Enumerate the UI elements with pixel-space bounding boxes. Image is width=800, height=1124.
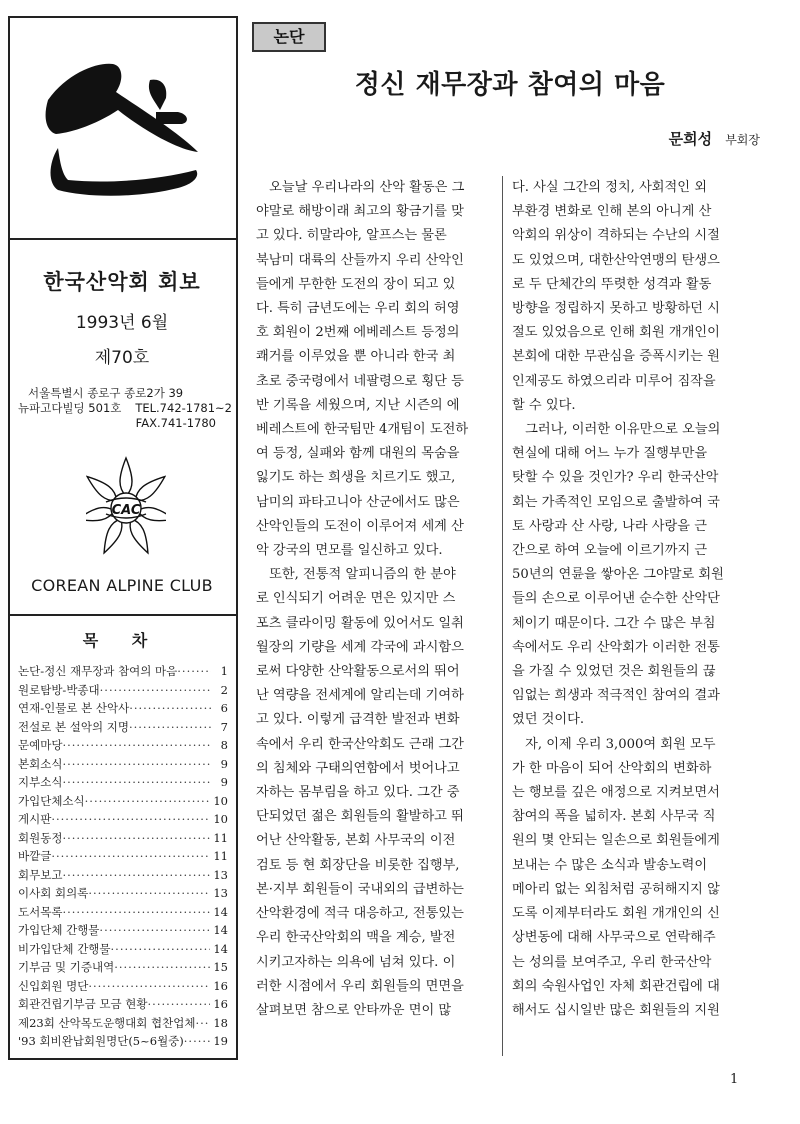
article-line: 50년의 연륜을 쌓아온 그야말로 회원 [512,567,724,583]
divider-club [8,614,238,616]
article-line: 쾌거를 이루었을 뿐 아니라 한국 최 [256,349,456,365]
toc-item-page: 10 [213,793,228,808]
bulletin-title: 한국산악회 회보 [43,270,201,294]
article-line: 또한, 전통적 알피니즘의 한 분야 [256,567,456,583]
masthead-info [8,248,236,368]
article-line: 호 회원이 2번째 에베레스트 등정의 [256,325,460,341]
article-line: 메아리 없는 외침처럼 공허해지지 않 [512,881,720,897]
toc-heading: 목 차 [82,631,162,650]
toc-item-page: 19 [213,1034,228,1048]
toc-item[interactable] [18,662,228,681]
divider-logo [8,238,238,240]
article-line: 방향을 정립하지 못하고 방황하던 시 [512,301,720,317]
toc-item-title: 비가입단체 간행물 [18,941,111,956]
toc-item-title: 기부금 및 기증내역 [18,960,115,974]
article-line: 고 있다. 히말라야, 알프스는 물론 [256,228,447,244]
toc-leader-dots [62,866,210,885]
toc-item[interactable] [18,829,228,848]
article-line: 상변동에 대해 사무국으로 연락해주 [512,930,716,946]
article-line: 여 등정, 실패와 함께 대원의 목숨을 [256,446,460,462]
article-line: 반 기록을 세웠으며, 지난 시즌의 에 [256,397,460,413]
toc-item-title: 이사회 회의록 [18,886,89,900]
toc-item[interactable] [18,995,228,1014]
toc-item[interactable] [18,699,228,718]
toc-item-title: 문예마당 [18,738,63,752]
article-line: 보내는 수 많은 소식과 발송노력이 [512,857,708,873]
toc-item-title: 회무보고 [18,867,63,882]
article-line: 자하는 몸부림을 하고 있다. 그간 중 [256,785,460,801]
toc-item[interactable] [18,1032,228,1051]
article-line: 들에게 무한한 도전의 장이 되고 있 [256,276,456,292]
toc-leader-dots [111,940,211,959]
article-line: 포츠 클라이밍 활동에 있어서도 일취 [256,615,464,631]
toc-item-page: 9 [220,775,228,789]
toc-leader-dots [51,847,210,866]
article-line: 토 사랑과 산 사랑, 나라 사랑을 근 [512,518,707,534]
toc-leader-dots [51,810,210,829]
sidebar-right-rule [236,16,238,1060]
toc-item[interactable] [18,958,228,977]
article-line: 본회에 대한 무관심을 증폭시키는 원 [512,349,720,365]
article-line: 로 두 단체간의 뚜렷한 성격과 활동 [512,276,712,292]
toc-item-page: 16 [213,997,228,1011]
article-line: 임없는 희생과 적극적인 참여의 결과 [512,688,720,704]
address-line2-row [18,401,232,416]
toc-item[interactable] [18,755,228,774]
author-role: 부회장 [725,133,760,147]
toc-item[interactable] [18,866,228,885]
toc-leader-dots [184,1032,211,1051]
toc-item-page: 13 [213,886,228,900]
article-line: 초로 중국령에서 네팔령으로 횡단 등 [256,373,464,389]
calligraphy-logo [28,52,218,202]
address-block [18,386,232,431]
toc-item-title: 본회소식 [18,756,63,771]
article-line: 러한 시점에서 우리 회원들의 면면을 [256,978,464,994]
article-line: 는 성의를 보여주고, 우리 한국산악 [512,954,712,970]
article-line: 절도 있었음으로 인해 회원 개개인이 [512,325,720,341]
toc-item[interactable] [18,1014,228,1033]
article-line: 자, 이제 우리 3,000여 회원 모두 [512,736,716,752]
toc-item-page: 9 [220,756,228,771]
toc-item-title: 원로탐방-박종대 [18,682,100,697]
edelweiss-emblem-icon [86,452,166,562]
article-line: 난 역량을 전세계에 알리는데 기여하 [256,688,464,704]
toc-list [18,662,228,1051]
article-line: 회는 가족적인 모임으로 출발하여 국 [512,494,720,510]
toc-item[interactable] [18,773,228,792]
article-line: 참여의 폭을 넓히자. 본회 사무국 직 [512,809,716,825]
article-line: 오늘날 우리나라의 산악 활동은 그 [256,180,465,195]
article-line: 검토 등 현 회장단을 비롯한 집행부, [256,857,460,873]
issue-number: 제70호 [94,348,150,368]
toc-leader-dots [88,884,210,903]
toc-leader-dots [62,755,211,774]
toc-item[interactable] [18,718,228,737]
article-line: 잃기도 하는 희생을 치르기도 했고, [256,470,456,486]
toc-item-page: 16 [213,978,228,993]
toc-leader-dots [62,736,211,755]
address-line2: 뉴파고다빌딩 501호 [18,401,122,415]
toc-leader-dots [148,995,211,1014]
toc-item[interactable] [18,792,228,811]
article-line: 탓할 수 있을 것인가? 우리 한국산악 [512,470,719,486]
article-line: 속에서 우리 한국산악회도 근래 그간 [256,736,464,752]
toc-leader-dots [62,829,210,848]
toc-leader-dots [129,699,211,718]
toc-item-page: 11 [213,849,228,863]
toc-item-page: 1 [220,664,228,678]
toc-item-title: 제23회 산악목도운행대회 협찬업체 [18,1015,196,1030]
article-line: 야말로 해방이래 최고의 황금기를 맞 [256,204,464,220]
article-line: 남미의 파타고니아 산군에서도 많은 [256,494,460,510]
article-line: 해서도 십시일반 많은 회원들의 지원 [512,1002,720,1018]
toc-leader-dots [99,921,210,940]
article-line: 간으로 하여 오늘에 이르기까지 근 [512,543,708,559]
toc-item-page: 8 [220,738,228,752]
byline [669,128,760,149]
toc-item-title: 논단-정신 재무장과 참여의 마음 [18,664,178,678]
article-line: 시키고자하는 의욕에 넘쳐 있다. 이 [256,954,456,970]
article-column-1 [256,176,492,1023]
article-line: 가 한 마음이 되어 산악회의 변화하 [512,760,712,776]
toc-item-page: 14 [213,941,228,956]
article-line: 현실에 대해 어느 누가 질행부만을 [512,446,708,462]
toc-item-title: '93 회비완납회원명단(5~6월중) [18,1034,184,1048]
article-title: 정신 재무장과 참여의 마음 [354,70,666,100]
article-line: 산악인들의 도전이 이루어져 세계 산 [256,518,464,534]
masthead-logo [8,16,236,238]
toc-item-title: 가입단체소식 [18,793,85,808]
toc-leader-dots [62,903,210,922]
fax: FAX.741-1780 [135,416,216,430]
toc-item[interactable] [18,921,228,940]
toc-item-title: 게시판 [18,812,52,826]
article-line: 본·지부 회원들이 국내외의 급변하는 [256,881,464,897]
toc-leader-dots [62,773,211,792]
toc-item-title: 신입회원 명단 [18,978,89,993]
bottom-rule [8,1058,238,1060]
club-name: COREAN ALPINE CLUB [31,576,213,595]
toc-item[interactable] [18,847,228,866]
toc-item-title: 바깥글 [18,849,52,863]
article-line: 을 가질 수 있었던 것은 회원들의 끊 [512,664,716,680]
article-line: 베레스트에 한국팀만 4개팀이 도전하 [256,422,469,438]
toc-leader-dots [85,792,211,811]
toc-item-title: 가입단체 간행물 [18,923,100,937]
article-line: 악 강국의 면모를 일신하고 있다. [256,543,443,559]
article-line: 는 행보를 깊은 애정으로 지켜보면서 [512,785,720,801]
article-line: 도 있었으며, 대한산악연맹의 탄생으 [512,252,720,268]
article-line: 체이기 때문이다. 그간 수 많은 부침 [512,615,716,631]
author-name: 문희성 [668,130,713,148]
toc-item[interactable] [18,903,228,922]
article-line: 북남미 대륙의 산들까지 우리 산악인 [256,252,464,268]
toc-leader-dots [195,1014,210,1033]
toc-item-page: 6 [220,701,228,715]
toc-item-page: 15 [213,960,228,974]
article-line: 살펴보면 참으로 안타까운 면이 많 [256,1002,452,1018]
toc-item-title: 연재-인물로 본 산악사 [18,701,130,715]
article-line: 부환경 변화로 인해 본의 아니게 산 [512,204,712,220]
article-line: 다. 특히 금년도에는 우리 회의 허영 [256,301,460,317]
toc-item-page: 18 [213,1015,228,1030]
emblem-letters: CAC [111,503,141,518]
article-line: 어난 산악활동, 본회 사무국의 이전 [256,833,456,849]
article-line: 도록 이제부터라도 회원 개개인의 신 [512,906,720,922]
toc-item-page: 13 [213,867,228,882]
toc-item-page: 7 [220,719,228,734]
toc-item-page: 10 [213,812,228,826]
toc-item[interactable] [18,940,228,959]
article-line: 다. 사실 그간의 정치, 사회적인 외 [512,180,707,195]
toc-item[interactable] [18,736,228,755]
telephone: TEL.742-1781~2 [135,401,232,415]
toc-leader-dots [100,681,211,700]
toc-item-title: 도서목록 [18,904,63,919]
article-line: 로써 다양한 산악활동으로서의 뛰어 [256,664,460,680]
toc-leader-dots [114,958,210,977]
toc-item[interactable] [18,977,228,996]
toc-item[interactable] [18,884,228,903]
column-divider [502,176,503,1056]
toc-leader-dots [88,977,210,996]
toc-item-page: 2 [220,682,228,697]
issue-date: 1993년 6월 [75,313,169,333]
article-column-2 [512,176,744,1023]
article-line: 우리 한국산악회의 맥을 계승, 발전 [256,930,456,946]
article-line: 월장의 기량을 세계 각국에 과시함으 [256,639,464,655]
toc-leader-dots [177,662,211,681]
article-line: 그러나, 이러한 이유만으로 오늘의 [512,422,721,438]
article-line: 단되었던 젊은 회원들의 활발하고 뛰 [256,809,464,825]
article-line: 악회의 위상이 격하되는 수난의 시절 [512,228,720,244]
toc-item-title: 회관건립기부금 모금 현황 [18,997,148,1011]
toc-item-title: 지부소식 [18,775,63,789]
toc-leader-dots [129,718,211,737]
article-line: 속에서도 우리 산악회가 이러한 전통 [512,639,720,655]
toc-item-page: 11 [213,830,228,845]
section-badge: 논단 [252,22,326,52]
toc-item-title: 전설로 본 설악의 지명 [18,719,129,734]
article-line: 의 침체와 구태의연함에서 벗어나고 [256,760,460,776]
address-line1: 서울특별시 종로구 종로2가 39 [28,386,184,400]
toc-item[interactable] [18,681,228,700]
page-number: 1 [730,1072,739,1087]
toc-item-page: 14 [213,923,228,937]
article-line: 할 수 있다. [512,397,576,413]
article-line: 회의 숙원사업인 자체 회관건립에 대 [512,978,720,994]
article-line: 인제공도 하였으리라 미루어 짐작을 [512,373,716,389]
article-line: 였던 것이다. [512,712,585,728]
toc-item-page: 14 [213,904,228,919]
article-line: 들의 손으로 이루어낸 순수한 산악단 [512,591,720,607]
article-line: 원의 몇 안되는 일손으로 회원들에게 [512,833,720,849]
article-line: 산악환경에 적극 대응하고, 전통있는 [256,906,464,922]
toc-item-title: 회원동정 [18,830,63,845]
article-line: 로 인식되기 어려운 면은 있지만 스 [256,591,456,607]
article-line: 고 있다. 이렇게 급격한 발전과 변화 [256,712,460,728]
toc-item[interactable] [18,810,228,829]
